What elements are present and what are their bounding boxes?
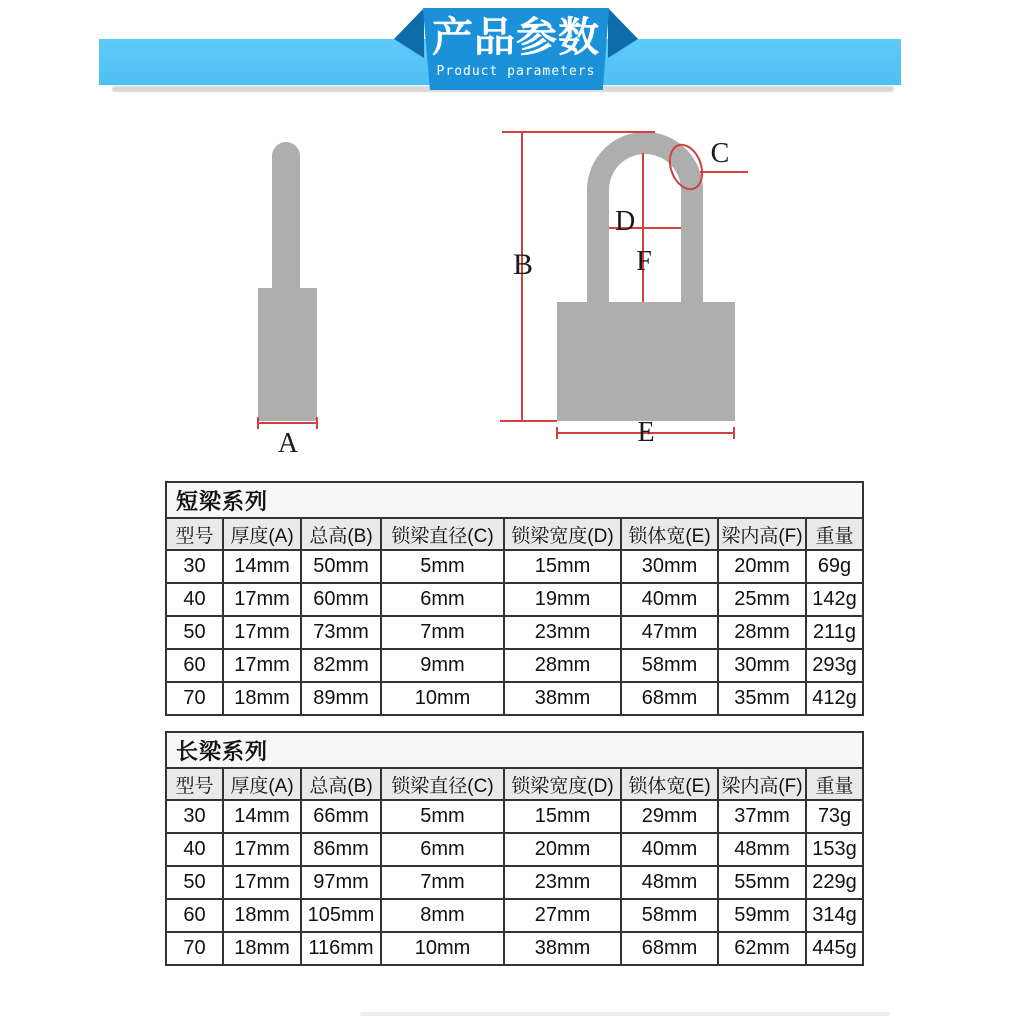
table-cell: 25mm [718,583,806,616]
table-cell: 40 [166,833,223,866]
table-cell: 15mm [504,550,621,583]
table-cell: 50 [166,866,223,899]
table-row [166,932,863,965]
lock-front-body [557,302,735,421]
table-cell: 23mm [504,616,621,649]
column-header: 锁梁直径(C) [381,768,504,800]
dim-label-c: C [710,138,730,169]
table-header-row [166,768,863,800]
table-cell: 6mm [381,833,504,866]
table-cell: 97mm [301,866,381,899]
table-cell: 30mm [621,550,718,583]
table-cell: 70 [166,932,223,965]
column-header: 锁梁宽度(D) [504,768,621,800]
table-cell: 293g [806,649,863,682]
table-cell: 18mm [223,899,301,932]
column-header: 厚度(A) [223,518,301,550]
table-cell: 70 [166,682,223,715]
table-cell: 48mm [621,866,718,899]
table-row [166,616,863,649]
table-row [166,833,863,866]
dim-line-a [258,422,318,424]
lock-side-body [258,288,317,421]
table-cell: 229g [806,866,863,899]
table-cell: 14mm [223,800,301,833]
table-cell: 69g [806,550,863,583]
table-cell: 17mm [223,833,301,866]
table-cell: 445g [806,932,863,965]
table-cell: 105mm [301,899,381,932]
table-cell: 86mm [301,833,381,866]
spec-table-long-series [165,731,864,966]
table-title: 长梁系列 [166,732,863,768]
dim-line-c [700,171,748,173]
table-cell: 40 [166,583,223,616]
table-cell: 35mm [718,682,806,715]
table-cell: 23mm [504,866,621,899]
table-cell: 17mm [223,583,301,616]
lock-side-shackle [272,142,300,292]
table-cell: 40mm [621,583,718,616]
table-cell: 60mm [301,583,381,616]
banner-title: 产品参数 [432,14,600,60]
table-cell: 20mm [718,550,806,583]
dim-tick-b-top [502,131,655,133]
table-cell: 55mm [718,866,806,899]
table-cell: 8mm [381,899,504,932]
table-cell: 30mm [718,649,806,682]
table-row [166,649,863,682]
table-cell: 68mm [621,932,718,965]
table-cell: 20mm [504,833,621,866]
table-cell: 153g [806,833,863,866]
column-header: 锁体宽(E) [621,518,718,550]
bottom-divider [360,1012,890,1016]
table-cell: 30 [166,800,223,833]
table-cell: 66mm [301,800,381,833]
column-header: 梁内高(F) [718,518,806,550]
table-cell: 58mm [621,899,718,932]
column-header: 型号 [166,768,223,800]
column-header: 总高(B) [301,518,381,550]
table-cell: 28mm [504,649,621,682]
table-cell: 314g [806,899,863,932]
table-cell: 116mm [301,932,381,965]
table-cell: 60 [166,649,223,682]
table-cell: 142g [806,583,863,616]
table-row [166,800,863,833]
table-cell: 47mm [621,616,718,649]
table-cell: 18mm [223,682,301,715]
table-row [166,866,863,899]
table-row [166,583,863,616]
dim-tick-a-left [257,417,259,429]
table-row [166,682,863,715]
table-row [166,899,863,932]
column-header: 总高(B) [301,768,381,800]
column-header: 型号 [166,518,223,550]
table-cell: 60 [166,899,223,932]
table-cell: 17mm [223,866,301,899]
column-header: 重量 [806,768,863,800]
table-cell: 10mm [381,682,504,715]
table-cell: 37mm [718,800,806,833]
column-header: 梁内高(F) [718,768,806,800]
table-cell: 28mm [718,616,806,649]
table-cell: 7mm [381,866,504,899]
table-cell: 38mm [504,932,621,965]
table-cell: 82mm [301,649,381,682]
table-cell: 412g [806,682,863,715]
spec-table-short-series [165,481,864,716]
table-cell: 40mm [621,833,718,866]
table-cell: 89mm [301,682,381,715]
table-cell: 17mm [223,616,301,649]
table-cell: 6mm [381,583,504,616]
table-cell: 5mm [381,550,504,583]
table-cell: 73g [806,800,863,833]
table-cell: 50mm [301,550,381,583]
table-cell: 30 [166,550,223,583]
table-cell: 14mm [223,550,301,583]
dim-label-b: B [512,248,533,281]
column-header: 锁体宽(E) [621,768,718,800]
table-cell: 68mm [621,682,718,715]
table-cell: 48mm [718,833,806,866]
table-cell: 17mm [223,649,301,682]
table-row [166,550,863,583]
dim-label-e: E [637,417,655,448]
table-title: 短梁系列 [166,482,863,518]
dim-tick-e-left [556,427,558,439]
dim-label-a: A [277,428,299,459]
table-header-row [166,518,863,550]
table-cell: 38mm [504,682,621,715]
banner-subtitle: Product parameters [436,64,596,79]
dim-tick-b-bottom [500,420,557,422]
table-cell: 59mm [718,899,806,932]
table-cell: 27mm [504,899,621,932]
table-cell: 62mm [718,932,806,965]
table-cell: 9mm [381,649,504,682]
table-cell: 19mm [504,583,621,616]
column-header: 重量 [806,518,863,550]
dim-tick-a-right [316,417,318,429]
table-cell: 58mm [621,649,718,682]
table-cell: 10mm [381,932,504,965]
table-cell: 5mm [381,800,504,833]
table-cell: 7mm [381,616,504,649]
dim-label-d: D [615,206,636,237]
table-cell: 211g [806,616,863,649]
column-header: 厚度(A) [223,768,301,800]
column-header: 锁梁直径(C) [381,518,504,550]
column-header: 锁梁宽度(D) [504,518,621,550]
dim-tick-e-right [733,427,735,439]
dim-label-f: F [636,246,652,277]
table-cell: 50 [166,616,223,649]
table-cell: 73mm [301,616,381,649]
dim-line-f [642,153,644,302]
table-cell: 15mm [504,800,621,833]
table-cell: 18mm [223,932,301,965]
table-cell: 29mm [621,800,718,833]
